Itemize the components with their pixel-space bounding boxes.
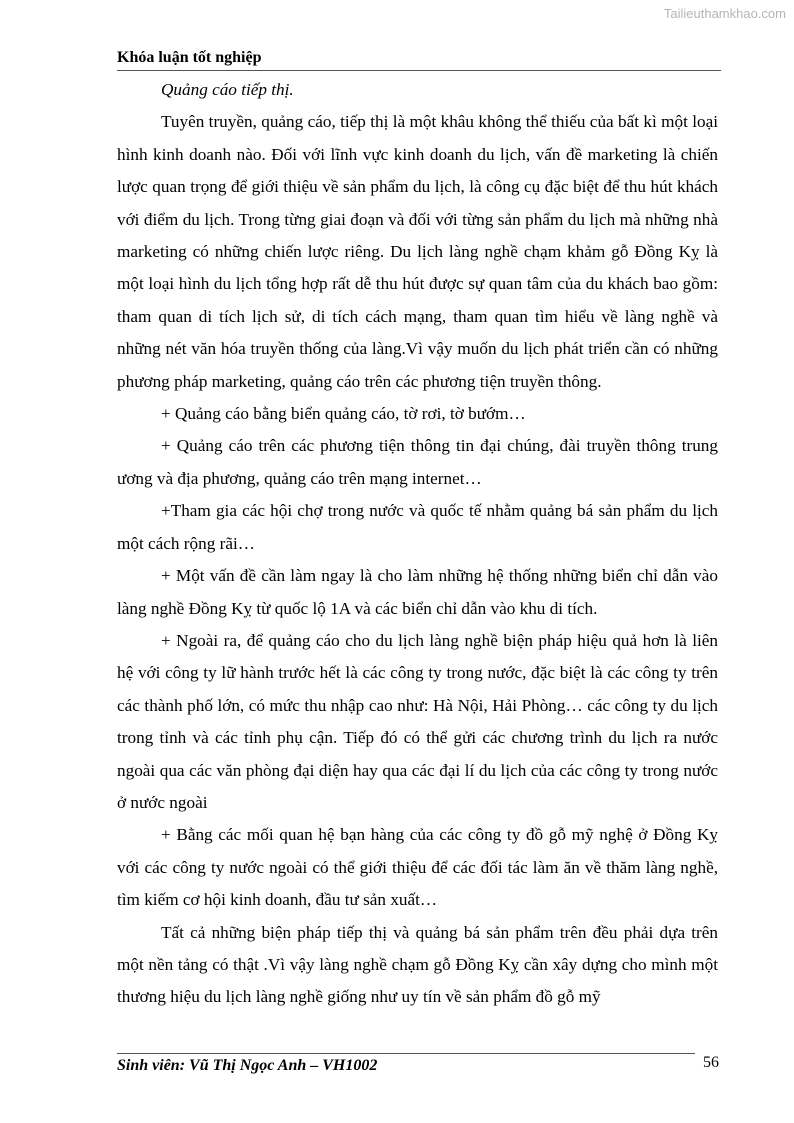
paragraph: Tuyên truyền, quảng cáo, tiếp thị là một khâu không thể thiếu của bất kì một loại hình kinh doanh nào. Đối với lĩnh vực kinh doanh du lịch, vấn đề marketing là chiến lược quan trọng để giới thiệu về sản phẩm du lịch, là công cụ đặc biệt để thu hút khách với điểm du lịch. Trong từng giai đoạn và đối với từng sản phẩm du lịch mà những nhà marketing có những chiến lược riêng. Du lịch làng nghề chạm khảm gỗ Đồng Kỵ là một loại hình du lịch tổng hợp rất dễ thu hút được sự quan tâm của du khách bao gồm: tham quan di tích lịch sử, di tích cách mạng, tham quan tìm hiểu về làng nghề và những nét văn hóa truyền thống của làng.Vì vậy muốn du lịch phát triển cần có những phương pháp marketing, quảng cáo trên các phương tiện truyền thông. xyxy=(117,112,718,391)
section-heading: Quảng cáo tiếp thị. xyxy=(161,80,294,99)
footer-student: Sinh viên: Vũ Thị Ngọc Anh – VH1002 xyxy=(117,1057,378,1074)
paragraph: + Bằng các mối quan hệ bạn hàng của các công ty đồ gỗ mỹ nghệ ở Đồng Kỵ với các công ty nước ngoài có thể giới thiệu để các đối tác làm ăn về thăm làng nghề, tìm kiếm cơ hội kinh doanh, đầu tư sản xuất… xyxy=(117,825,718,910)
page-number: 56 xyxy=(703,1054,719,1071)
paragraph: + Quảng cáo bằng biển quảng cáo, tờ rơi, tờ bướm… xyxy=(161,404,526,424)
header-divider xyxy=(117,70,721,71)
page-content xyxy=(117,74,718,1014)
paragraph: Tất cả những biện pháp tiếp thị và quảng bá sản phẩm trên đều phải dựa trên một nền tảng có thật .Vì vậy làng nghề chạm gỗ Đồng Kỵ cần xây dựng cho mình một thương hiệu du lịch làng nghề giống như uy tín về sản phẩm đồ gỗ mỹ xyxy=(117,922,718,1007)
paragraph: + Một vấn đề cần làm ngay là cho làm những hệ thống những biển chỉ dẫn vào làng nghề Đồng Kỵ từ quốc lộ 1A và các biển chỉ dẫn vào khu di tích. xyxy=(117,566,718,618)
watermark: Tailieuthamkhao.com xyxy=(663,6,786,21)
paragraph: + Ngoài ra, để quảng cáo cho du lịch làng nghề biện pháp hiệu quả hơn là liên hệ với công ty lữ hành trước hết là các công ty trong nước, đặc biệt là các công ty trên các thành phố lớn, có mức thu nhập cao như: Hà Nội, Hải Phòng… các công ty du lịch trong tỉnh và các tỉnh phụ cận. Tiếp đó có thể gửi các chương trình du lịch ra nước ngoài qua các văn phòng đại diện hay qua các đại lí du lịch của các công ty trong nước ở nước ngoài xyxy=(117,630,718,812)
document-header: Khóa luận tốt nghiệp xyxy=(117,49,262,66)
footer-divider xyxy=(117,1053,695,1054)
paragraph: + Quảng cáo trên các phương tiện thông tin đại chúng, đài truyền thông trung ương và địa phương, quảng cáo trên mạng internet… xyxy=(117,436,718,488)
paragraph: +Tham gia các hội chợ trong nước và quốc tế nhằm quảng bá sản phẩm du lịch một cách rộng rãi… xyxy=(117,501,718,553)
